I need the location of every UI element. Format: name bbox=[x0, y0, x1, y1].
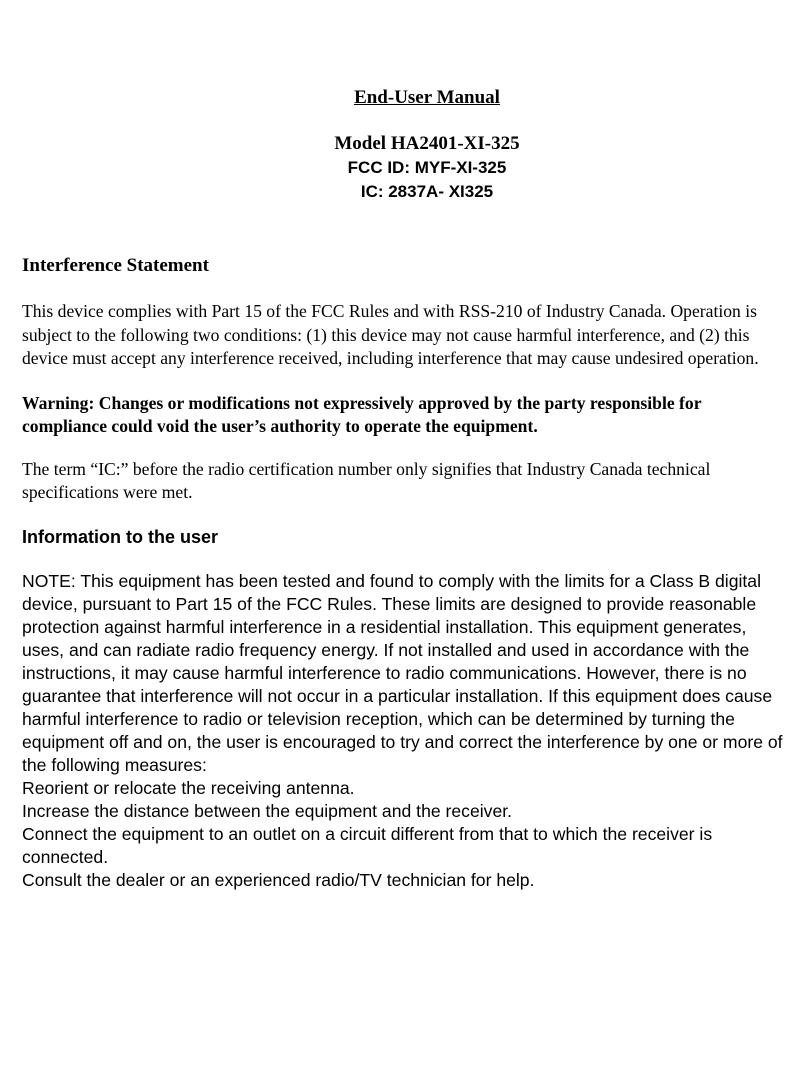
model-number: Model HA2401-XI-325 bbox=[334, 133, 520, 154]
measure-item: Consult the dealer or an experienced radio/TV technician for help. bbox=[22, 869, 535, 890]
interference-statement-heading: Interference Statement bbox=[22, 255, 209, 276]
measure-item: Increase the distance between the equipment and the receiver. bbox=[22, 800, 513, 821]
fcc-note-paragraph: NOTE: This equipment has been tested and found to comply with the limits for a Class B digital device, pursuant to Part 15 of the FCC Rules. These limits are designed to provide reasonable protection against harmful interference in a residential installation. This equipment generates, uses, and can radiate radio frequency energy. If not installed and used in accordance with the instructions, it may cause harmful interference to radio communications. However, there is no guarantee that interference will not occur in a particular installation. If this equipment does cause harmful interference to radio or television reception, which can be determined by turning the equipment off and on, the user is encouraged to try and correct the interference by one or more of the following measures: bbox=[22, 570, 783, 775]
measure-item: Connect the equipment to an outlet on a circuit different from that to which the receiver is connected. bbox=[22, 823, 713, 867]
ic-note-paragraph: The term “IC:” before the radio certification number only signifies that Industry Canada technical specifications were met. bbox=[22, 458, 711, 502]
document-page bbox=[22, 86, 790, 892]
manual-title: End-User Manual bbox=[354, 87, 500, 108]
warning-paragraph: Warning: Changes or modifications not expressively approved by the party responsible for compliance could void the user’s authority to operate the equipment. bbox=[22, 392, 702, 436]
compliance-paragraph: This device complies with Part 15 of the FCC Rules and with RSS-210 of Industry Canada. Operation is subject to the following two conditions: (1) this device may not cause harmful interference, and (2) this device must accept any interference received, including interference that may cause undesired operation. bbox=[22, 301, 759, 368]
measure-item: Reorient or relocate the receiving antenna. bbox=[22, 777, 355, 798]
document-header bbox=[22, 86, 790, 204]
user-info-heading: Information to the user bbox=[22, 526, 219, 547]
ic-id: IC: 2837A- XI325 bbox=[360, 182, 494, 201]
fcc-id: FCC ID: MYF-XI-325 bbox=[347, 158, 507, 177]
